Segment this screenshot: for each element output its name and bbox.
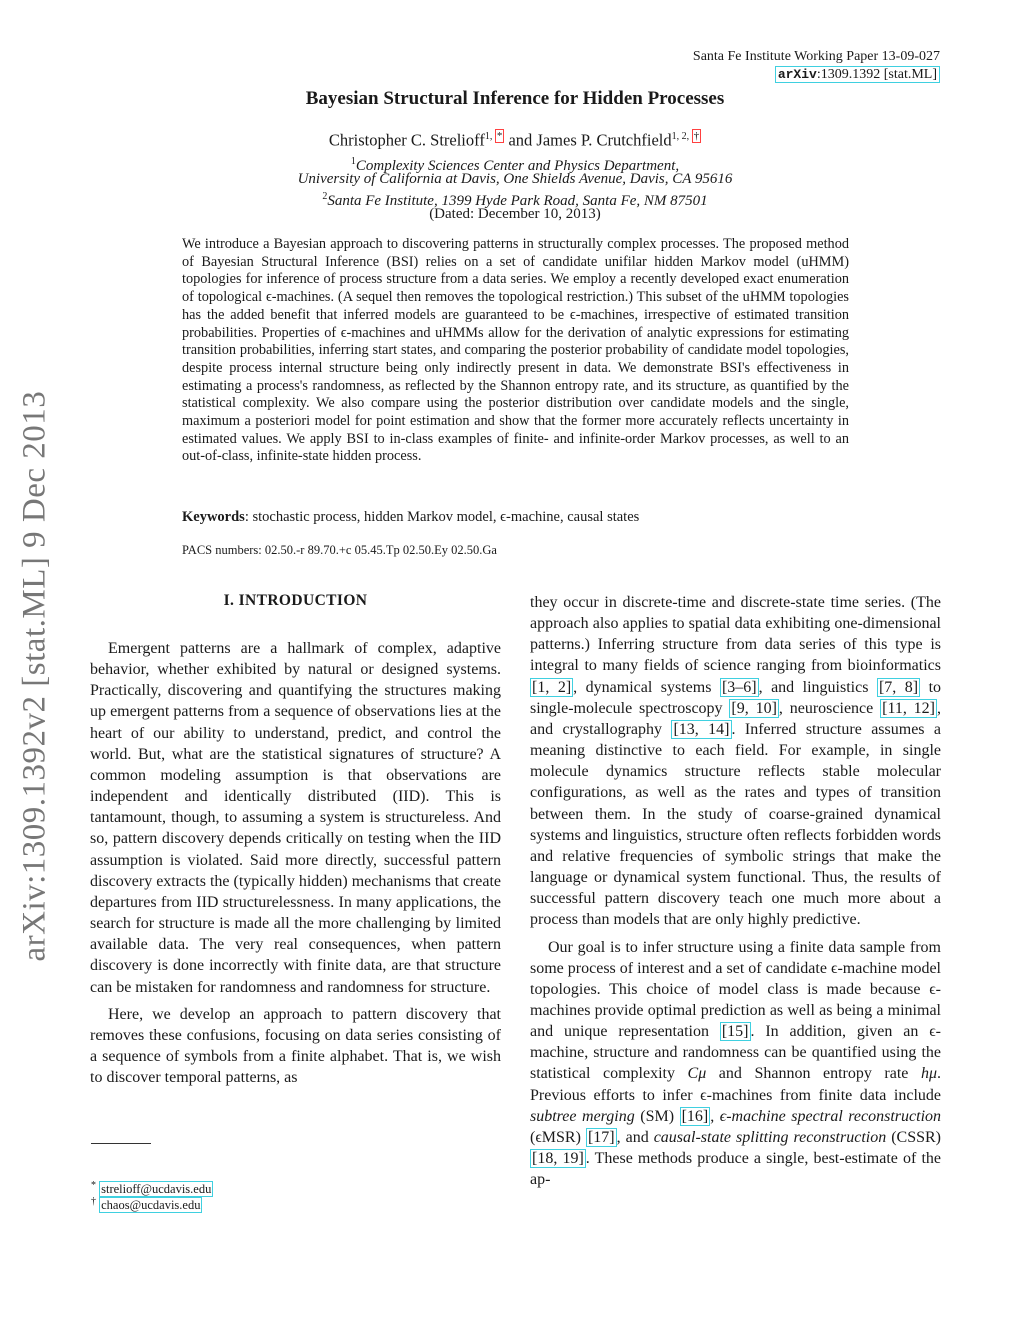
author1-affil: 1, — [484, 131, 495, 142]
aff1-num: 1 — [350, 156, 356, 167]
text: , and crystallography — [530, 699, 942, 738]
left-column — [90, 638, 501, 1088]
abstract: We introduce a Bayesian approach to discovering patterns in structurally complex processes. The proposed method of Bayesian Structural Inference (BSI) relies on a set of candidate unifilar hidden Markov model (uHMM) topologies for inference of process structure from a data series. We employ a recently developed exact enumeration of topological ϵ-machines. (A sequel then removes the topological restriction.) This subset of the uHMM topologies has the added benefit that inferred models are guaranteed to be ϵ-machines, irrespective of estimated transition probabilities. Properties of ϵ-machines and uHMMs allow for the derivation of analytic expressions for estimating transition probabilities, inferring start states, and comparing the posterior probability of candidate model topologies, despite process internal structure being only indirectly present in data. We demonstrate BSI's effectiveness in estimating a process's randomness, as reflected by the Shannon entropy rate, and its structure, as quantified by the statistical complexity. We also compare using the posterior distribution over candidate models and the single, maximum a posteriori model for point estimation and show that the former more accurately reflects uncertainty in estimated values. We apply BSI to in-class examples of finite- and infinite-order Markov processes, as well to an out-of-class, infinite-state hidden process. — [182, 236, 849, 465]
citation-link[interactable]: [1, 2] — [532, 678, 572, 696]
text: . These methods produce a single, best-estimate of the ap- — [530, 1150, 941, 1189]
intro-paragraph-2: Here, we develop an approach to pattern discovery that removes these confusions, focusing on data series consisting of a sequence of symbols from a finite alphabet. That is, we wish to discover temporal patterns, as — [90, 1005, 501, 1087]
citation-link[interactable]: [17] — [587, 1128, 615, 1146]
paper-title: Bayesian Structural Inference for Hidden Processes — [305, 88, 725, 109]
section-heading-introduction: I. INTRODUCTION — [223, 592, 368, 609]
keywords-label: Keywords — [182, 509, 245, 525]
dated-line: (Dated: December 10, 2013) — [429, 206, 601, 222]
keywords — [182, 509, 849, 526]
author2-footnote-link[interactable]: † — [693, 130, 700, 142]
text: , and linguistics — [758, 678, 877, 696]
term-cssr: causal-state splitting reconstruction — [653, 1128, 887, 1146]
text: . In addition, given an ϵ-machine, structure and randomness can be quantified using the statistical complexity — [530, 1023, 941, 1083]
author-crutchfield: James P. Crutchfield — [536, 130, 672, 150]
email-link-chaos[interactable]: chaos@ucdavis.edu — [101, 1198, 201, 1213]
citation-link[interactable]: [15] — [721, 1023, 749, 1041]
author-line — [0, 128, 1024, 149]
email-link-strelioff[interactable]: strelioff@ucdavis.edu — [101, 1182, 212, 1197]
footnote-rule — [91, 1143, 151, 1144]
affiliation-1-line2: University of California at Davis, One Shields Avenue, Davis, CA 95616 — [297, 171, 733, 187]
author-and: and — [504, 130, 537, 150]
text: , neuroscience — [778, 699, 881, 717]
footnote-1-mark: * — [91, 1180, 96, 1191]
text: to single-molecule spectroscopy — [530, 678, 942, 717]
arxiv-link[interactable] — [775, 66, 940, 84]
citation-link[interactable]: [16] — [681, 1107, 709, 1125]
footnote-2 — [91, 1194, 202, 1213]
citation-link[interactable]: [13, 14] — [673, 720, 730, 738]
text: (SM) — [634, 1107, 680, 1125]
citation-link[interactable]: [11, 12] — [882, 699, 936, 717]
citation-link[interactable]: [3–6] — [721, 678, 757, 696]
author-strelioff: Christopher C. Strelioff — [328, 130, 485, 150]
text: , — [710, 1107, 720, 1125]
term-emsr: ϵ-machine spectral reconstruction — [719, 1107, 942, 1125]
math-h-mu: hμ — [920, 1065, 937, 1083]
text: Our goal is to infer structure using a finite data sample from some process of interest and a set of candidate ϵ-machine model topologies. This choice of model class is made because ϵ-machines provide optimal prediction as well as being a minimal and unique representation — [530, 938, 941, 1041]
text: and Shannon entropy rate — [706, 1065, 921, 1083]
arxiv-sidebar-identifier: arXiv:1309.1392v2 [stat.ML] 9 Dec 2013 — [16, 390, 53, 962]
aff2-num: 2 — [322, 191, 328, 202]
right-paragraph-2 — [530, 937, 941, 1191]
author2-affil: 1, 2, — [671, 131, 692, 142]
arxiv-prefix: arXiv — [777, 67, 817, 82]
working-paper-label: Santa Fe Institute Working Paper 13-09-027 — [692, 49, 940, 64]
math-c-mu: Cμ — [687, 1065, 707, 1083]
arxiv-id: :1309.1392 [stat.ML] — [816, 67, 937, 82]
text: (CSSR) — [886, 1128, 941, 1146]
term-subtree-merging: subtree merging — [530, 1107, 635, 1125]
text: , dynamical systems — [573, 678, 720, 696]
citation-link[interactable]: [7, 8] — [878, 678, 919, 696]
text: (ϵMSR) — [530, 1128, 586, 1146]
aff2-text: Santa Fe Institute, 1399 Hyde Park Road, Santa Fe, NM 87501 — [327, 193, 708, 209]
text: . Inferred structure assumes a meaning distinctive to each field. For example, in single molecule dynamics structure reflects stable molecular configurations, as well as the rates and types of transition between them. In the study of coarse-grained dynamical systems and linguistics, structure often reflects forbidden words and relative frequencies of symbolic strings that make the language or dynamical system functional. Thus, the results of successful pattern discovery teach one much more about a process than models that are only highly predictive. — [530, 720, 942, 929]
pacs-numbers: PACS numbers: 02.50.-r 89.70.+c 05.45.Tp 02.50.Ey 02.50.Ga — [182, 543, 497, 557]
text: . Previous efforts to infer ϵ-machines from finite data include — [530, 1065, 941, 1104]
author1-footnote-link[interactable]: * — [496, 130, 503, 142]
citation-link[interactable]: [18, 19] — [532, 1150, 584, 1168]
footnote-2-mark: † — [91, 1196, 96, 1207]
text: they occur in discrete-time and discrete-state time series. (The approach also applies to spatial data exhibiting one-dimensional patterns.) Inferring structure from data series of this type is integral to many fields of science ranging from bioinformatics — [530, 594, 941, 675]
intro-paragraph-1: Emergent patterns are a hallmark of complex, adaptive behavior, whether exhibited by natural or designed systems. Practically, discovering and quantifying the structures making up emergent patterns from a sequence of observations lies at the heart of our ability to understand, predict, and control the world. But, what are the statistical signatures of structure? A common modeling assumption is that observations are independent and identically distributed (IID). This is tantamount, though, to assuming a system is structureless. And so, pattern discovery depends critically on testing when the IID assumption is violated. Said more directly, successful pattern discovery extracts the (typically hidden) mechanisms that create departures from IID structurelessness. In many applications, the search for structure is made all the more challenging by limited available data. The very real consequences, when pattern discovery is done incorrectly with finite data, are that structure can be mistaken for randomness and randomness for structure. — [90, 640, 501, 996]
right-column — [530, 592, 941, 1190]
right-paragraph-1 — [530, 592, 941, 931]
aff1-text: Complexity Sciences Center and Physics Department, — [355, 158, 680, 174]
text: , and — [616, 1128, 654, 1146]
keywords-text: : stochastic process, hidden Markov model, ϵ-machine, causal states — [244, 509, 640, 525]
citation-link[interactable]: [9, 10] — [731, 699, 777, 717]
